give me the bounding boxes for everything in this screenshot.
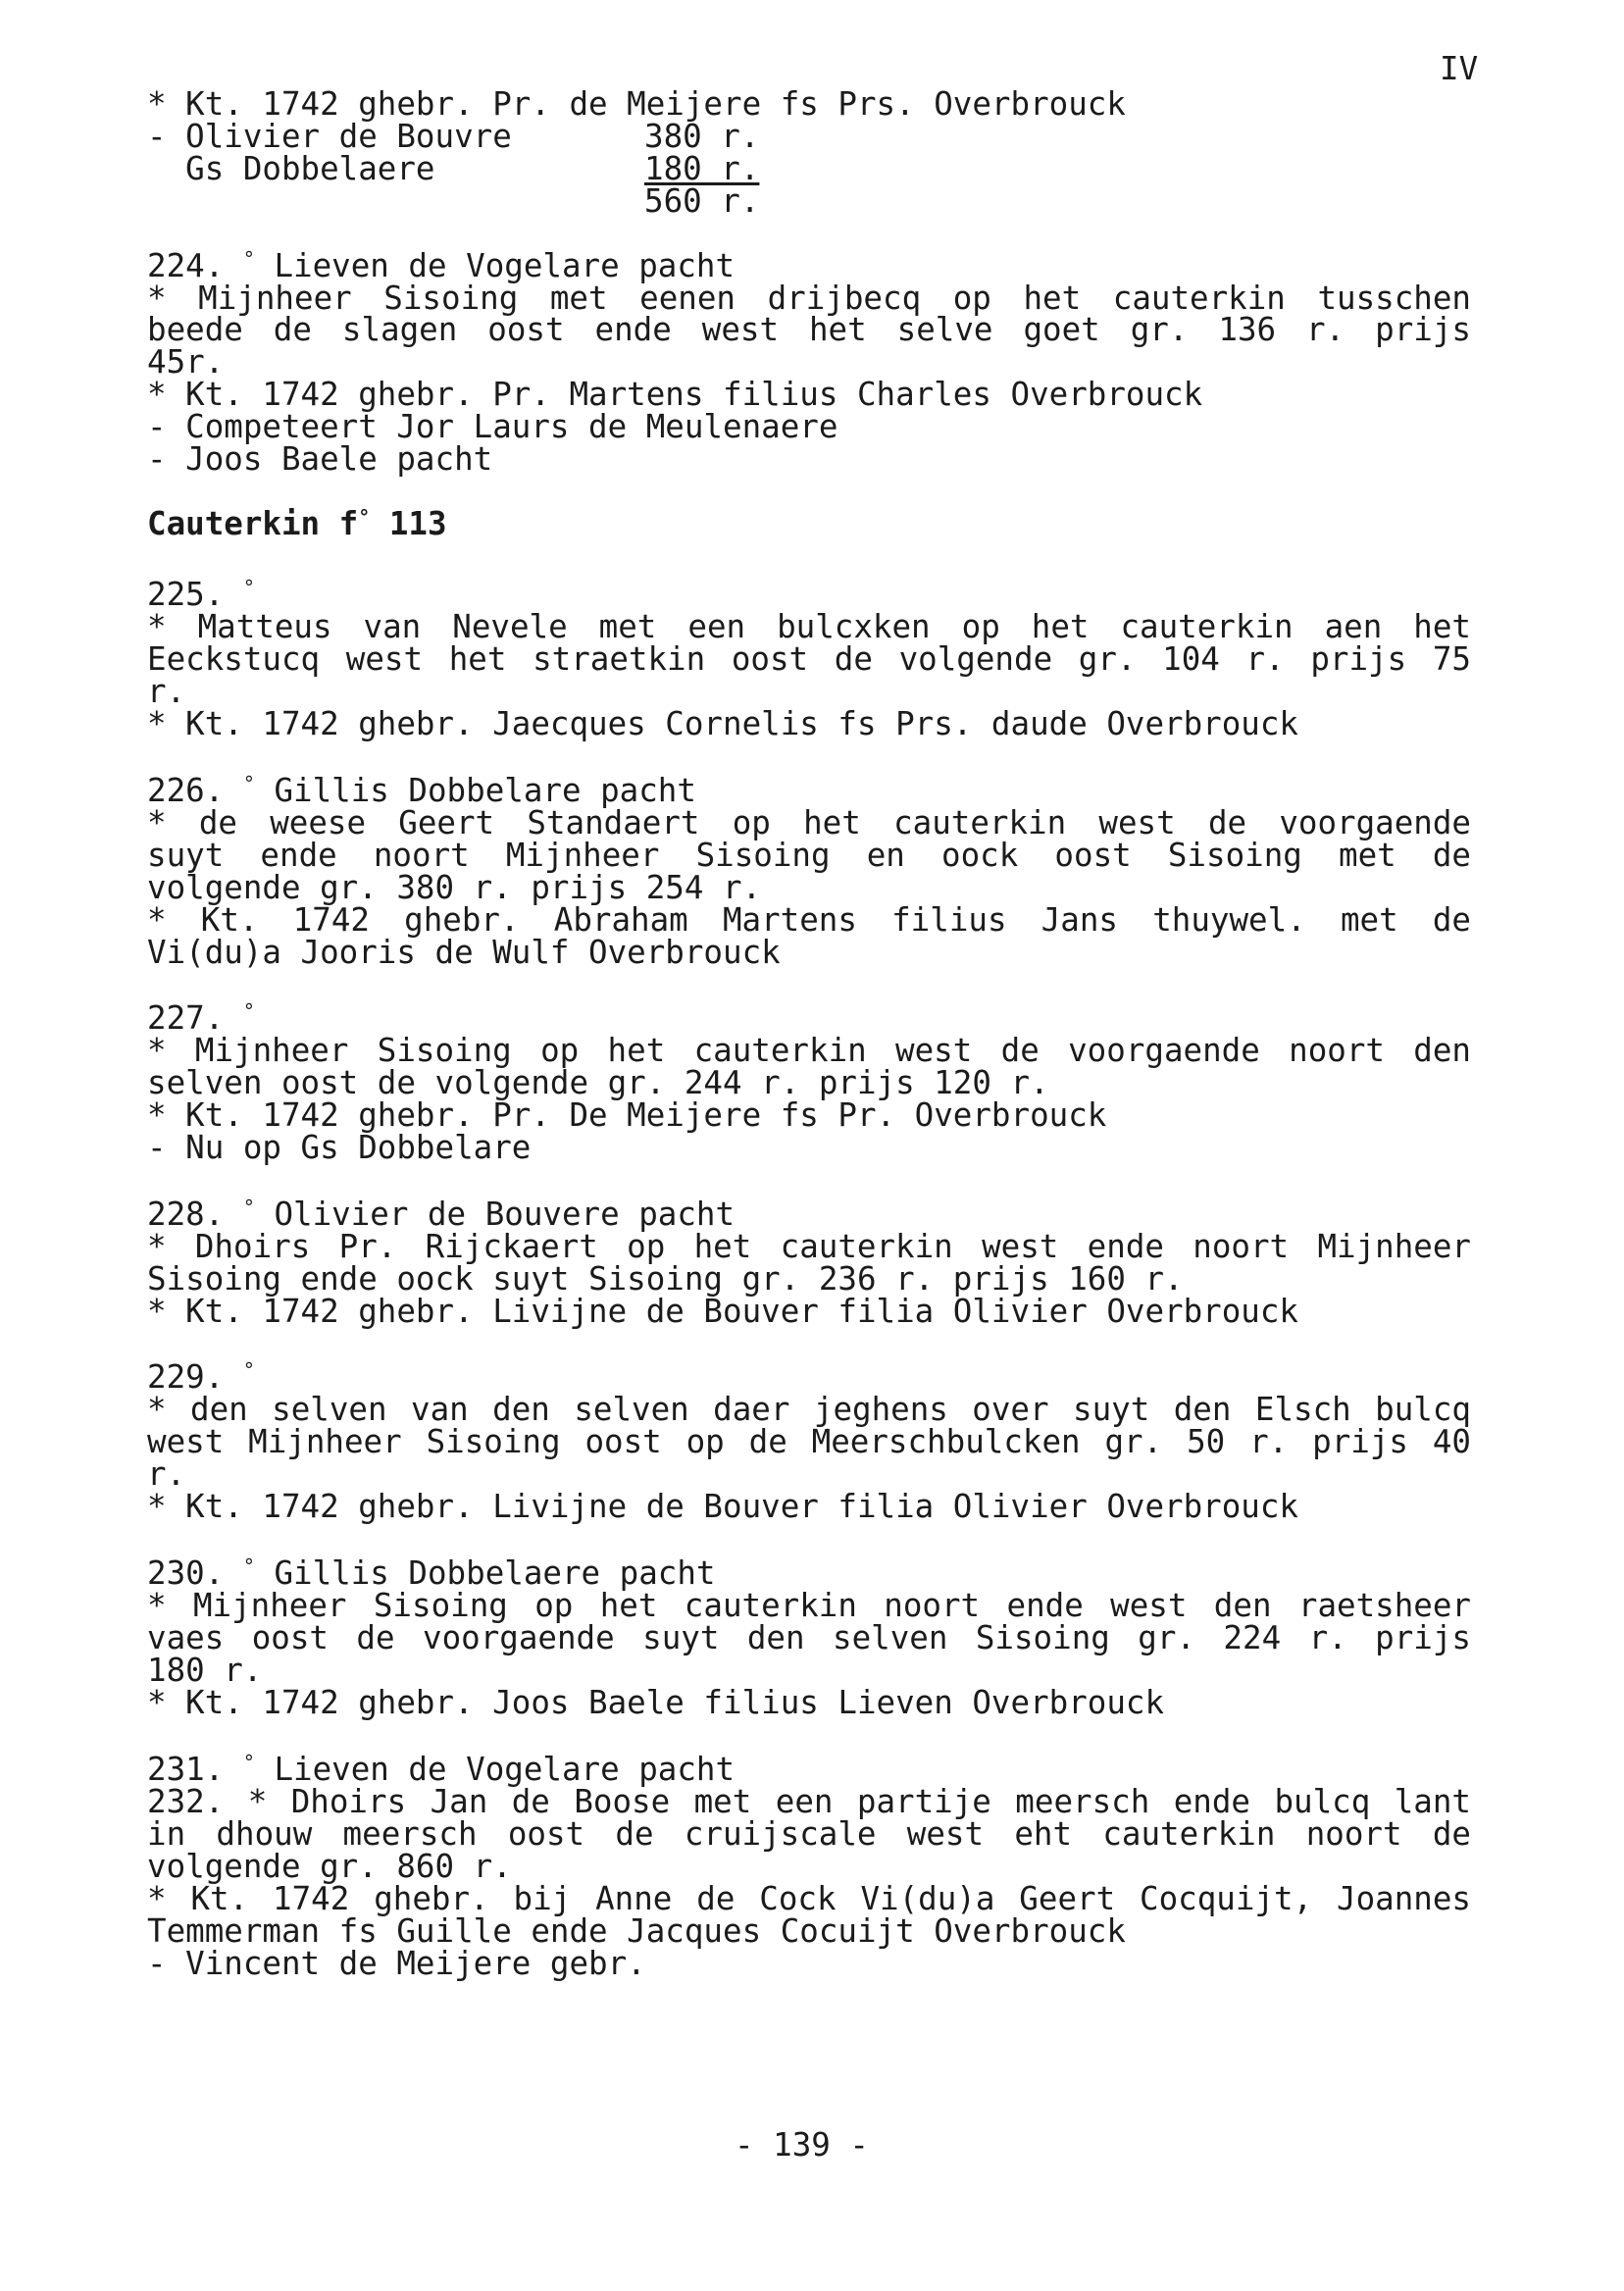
entry-text-line: r. [147,1455,186,1493]
degree-sign: ° [242,1196,255,1219]
entry-text-line: 232. * Dhoirs Jan de Boose met een partije meersch ende bulcq lant [147,1783,1471,1820]
entry-heading [147,247,736,284]
entry-number: 227. [147,999,243,1037]
kt-1742-line: * Kt. 1742 ghebr. Pr. de Meijere fs Prs. Overbrouck [147,85,1126,123]
entry-text-line: * Kt. 1742 ghebr. Livijne de Bouver filia Olivier Overbrouck [147,1488,1298,1525]
entry-number: 224. [147,247,243,284]
entry-text-line: * Mijnheer Sisoing op het cauterkin west de voorgaende noort den [147,1032,1471,1069]
entry-text-line: west Mijnheer Sisoing oost op de Meerschbulcken gr. 50 r. prijs 40 [147,1423,1471,1460]
entry-number: 229. [147,1358,243,1396]
entry-text-line: 45r. [147,343,225,381]
entry-text-line: * Kt. 1742 ghebr. Joos Baele filius Lieven Overbrouck [147,1684,1165,1721]
entry-text-line: suyt ende noort Mijnheer Sisoing en oock oost Sisoing met de [147,837,1471,874]
degree-sign: ° [242,999,255,1023]
entry-text-line: - Nu op Gs Dobbelare [147,1129,532,1166]
entry-number: 226. [147,772,243,809]
entry-heading [147,1751,736,1788]
entry-heading-text: Lieven de Vogelare pacht [254,247,736,284]
entry-text-line: selven oost de volgende gr. 244 r. prijs 120 r. [147,1064,1049,1101]
degree-sign: ° [242,247,255,271]
entry-text-line: volgende gr. 860 r. [147,1848,512,1885]
entry-text-line: r. [147,673,186,710]
entry-number: 231. [147,1751,243,1788]
entry-heading-text: Olivier de Bouvere pacht [254,1196,736,1233]
entry-text-line: * Mijnheer Sisoing op het cauterkin noort ende west den raetsheer [147,1587,1471,1624]
entry-text-line: * Matteus van Nevele met een bulcxken op het cauterkin aen het [147,608,1471,645]
entry-text-line: * Mijnheer Sisoing met eenen drijbecq op het cauterkin tusschen [147,280,1471,317]
owner-amount: 380 r. [644,118,760,155]
owner-name: Gs Dobbelaere [147,150,435,187]
entry-text-line: * Kt. 1742 ghebr. Abraham Martens filius Jans thuywel. met de [147,901,1471,939]
owner-amount: 180 r. [644,150,760,187]
section-title: Cauterkin f [147,505,359,542]
entry-text-line: - Competeert Jor Laurs de Meulenaere [147,408,838,445]
entry-heading-text: Gillis Dobbelaere pacht [254,1554,716,1592]
entry-text-line: * Kt. 1742 ghebr. Pr. De Meijere fs Pr. Overbrouck [147,1096,1107,1134]
entry-heading [147,1198,735,1231]
entry-text-line: * Kt. 1742 ghebr. bij Anne de Cock Vi(du)a Geert Cocquijt, Joannes [147,1880,1471,1917]
entry-heading [147,772,696,809]
entry-text-line: in dhouw meersch oost de cruijscale west eht cauterkin noort de [147,1815,1471,1853]
entry-number: 225. [147,576,243,613]
degree-sign: ° [242,1554,255,1578]
entry-text-line: vaes oost de voorgaende suyt den selven Sisoing gr. 224 r. prijs [147,1619,1471,1656]
entry-number: 228. [147,1196,243,1233]
section-folio: 113 [370,505,447,542]
entry-heading [147,576,255,613]
entry-text-line: * Kt. 1742 ghebr. Pr. Martens filius Charles Overbrouck [147,376,1203,413]
entry-text-line: Temmerman fs Guille ende Jacques Cocuijt Overbrouck [147,1912,1126,1950]
entry-text-line: * den selven van den selven daer jeghens over suyt den Elsch bulcq [147,1391,1471,1428]
degree-sign: ° [358,505,371,529]
degree-sign: ° [242,1751,255,1774]
page-number-roman: IV [1440,50,1479,87]
section-heading [147,505,447,542]
degree-sign: ° [242,772,255,795]
entry-text-line: Vi(du)a Jooris de Wulf Overbrouck [147,934,781,971]
entry-text-line: volgende gr. 380 r. prijs 254 r. [147,869,762,906]
degree-sign: ° [242,576,255,599]
entry-text-line: beede de slagen oost ende west het selve goet gr. 136 r. prijs [147,311,1471,348]
entry-text-line: * Dhoirs Pr. Rijckaert op het cauterkin west ende noort Mijnheer [147,1228,1471,1265]
entry-text-line: Eeckstucq west het straetkin oost de volgende gr. 104 r. prijs 75 [147,640,1471,678]
entry-text-line: - Joos Baele pacht [147,440,493,478]
degree-sign: ° [242,1358,255,1382]
entry-text-line: - Vincent de Meijere gebr. [147,1945,646,1982]
entry-number: 230. [147,1554,243,1592]
owner-name: - Olivier de Bouvre [147,118,512,155]
entry-heading [147,1554,716,1592]
total-amount: 560 r. [644,182,760,220]
page-number: - 139 - [735,2126,869,2164]
entry-heading [147,999,255,1037]
entry-text-line: * Kt. 1742 ghebr. Jaecques Cornelis fs Prs. daude Overbrouck [147,705,1298,742]
entry-text-line: 180 r. [147,1652,263,1689]
entry-heading [147,1358,255,1396]
entry-heading-text: Gillis Dobbelare pacht [254,772,696,809]
entry-heading-text: Lieven de Vogelare pacht [254,1751,736,1788]
entry-text-line: * de weese Geert Standaert op het cauterkin west de voorgaende [147,804,1471,841]
entry-text-line: Sisoing ende oock suyt Sisoing gr. 236 r. prijs 160 r. [147,1260,1184,1298]
entry-text-line: * Kt. 1742 ghebr. Livijne de Bouver filia Olivier Overbrouck [147,1293,1298,1330]
